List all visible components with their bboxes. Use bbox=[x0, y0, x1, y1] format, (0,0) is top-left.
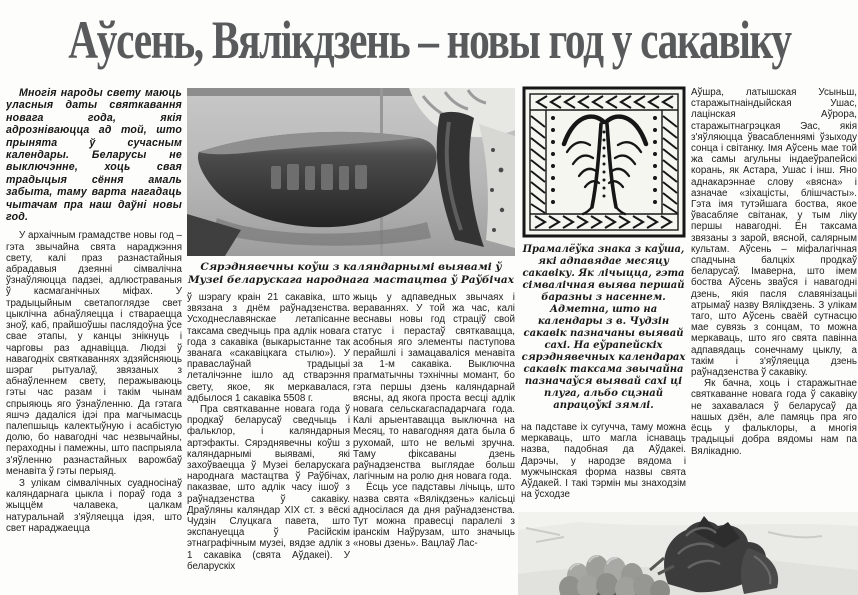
text-column-1 bbox=[6, 87, 182, 592]
body-paragraph: У архаічным грамадстве новы год – гэта звычайна свята нараджэння свету, калі праз разнастайныя абрадавыя дзеянні сімвалічна ўзнаўляюцца падзеі, адлюстраваныя ў касмаганічных міфах. У традыцыйным светапоглядзе свет цыклічна абнаўляецца і ствараецца зноў, каб, прайшоўшы паслядоўна ўсе свае этапы, у канцы знікнуць і чарговы раз аднавіцца. Людзі ў навагодніх святкаваннях здзяйсняюць шэраг рытуалаў, звязаных з абнаўленнем свету, перажываюць гэты час разам і такім чынам спрыяюць яго ўзнаўленню. Да гэтага яшчэ дадаліся ідэі пра магчымасць палепшыць калектыўную і асабістую долю, бо навагодні час незвычайны, пераходны і памежны, што паспрыяла з'яўленню разнастайных варожбаў менавіта ў гэты перыяд. bbox=[6, 230, 182, 477]
kovsh-caption: Сярэднявечны коўш з каляндарнымі выявамі ў Музеі беларускага народнага мастацтва ў Раўбічах bbox=[188, 261, 514, 286]
body-paragraph: Як бачна, хоць і старажытнае святкаванне новага года ў сакавіку не захавалася ў беларусаў да нашых дзён, але памяць пра яго ёсць у фальклоры, а многія традыцыі добра вядомы нам па Вялікадню. bbox=[691, 378, 857, 457]
text-column-5 bbox=[691, 87, 857, 510]
sign-figure bbox=[521, 86, 686, 412]
body-paragraph: Аўшра, латышская Усыньш, старажытнаіндыйская Ушас, лацінская Аўрора, старажытнагрэцкая Эас, якія з'яўляюцца ўвасабленнямі ўзыходу сонца і світанку. Імя Аўсень мае той жа самы агульны індаеўрапейскі корань, як Астара, Ушас і інш. Яно аднакарэннае слову «вясна» і азначае «зіхацісты, блішчасты». Гэта імя тутэйшага боства, якое ўвасабляе світанак, у тым ліку першы навагодні. Ён таксама звязаны з зарой, вясной, салярным культам. Аўсень – міфалагічная спадчына балцкіх продкаў беларусаў. Імаверна, што імем боства Аўсень зваўся і навагодні дзень, якія пасля славянізацыі атрымаў назву Вялікдзень. З улікам таго, што Аўсень сваёй сутнасцю мае сувязь з сонцам, то можна меркаваць, што яго свята павінна адпавядаць сонечнаму цыклу, а такім і з'яўляецца дзень раўнадзенства ў сакавіку. bbox=[691, 87, 857, 379]
text-column-4 bbox=[521, 86, 686, 508]
body-paragraph: ў шэрагу краін 21 сакавіка, што звязана з днём раўнадзенства. Усходнеславянскае летапісанне таксама сведчыць пра адлік новага года з сакавіка (выкарыстанне так званага «сакавіцкага стылю»). У праваслаўнай традыцыі леталічэнне ішло ад стварэння свету, якое, як меркавалася, адбылося 1 сакавіка 5508 г. bbox=[187, 292, 350, 404]
sign-caption: Прамалёўка знака з каўша, які адпавядае месяцу сакавіку. Як лічыцца, гэта сімвалічная выява першай баразны з насеннем. Адметна, што на календары з в. Чудзін сакавік пазначаны выявай сахі. На еўрапейскіх сярэднявечных календарах сакавік таксама звычайна пазначаўся выявай сахі ці плуга, альбо сцэнай апрацоўкі зямлі. bbox=[521, 244, 686, 411]
easter-eggs-photo bbox=[518, 512, 858, 595]
text-column-2 bbox=[187, 292, 350, 594]
march-sign-drawing bbox=[522, 86, 686, 238]
body-paragraph: жыць у адпаведных звычаях і вераваннях. У той жа час, калі веснавы новы год страціў свой статус і перастаў святкавацца, асобныя яго элементы паступова перайшлі і замацаваліся менавіта за 1-м сакавіка. Выключна прагматычны тэхнічны момант, бо гэта першы дзень каляндарнай вясны, ад якога проста весці адлік новага сельскагаспадарчага года. Калі арыентавацца выключна на Месяц, то навагодняя дата была б рухомай, што не вельмі зручна. Таму фіксаваны дзень раўнадзенства выглядае больш лагічным на ролю дня новага года. bbox=[353, 292, 515, 483]
body-paragraph: Ёсць усе падставы лічыць, што назва свята «Вялікдзень» калісьці адносілася да дня раўнадзенства. Тут можна правесці паралелі з іранскім Наўрузам, што значыць «новы дзень». Вацлаў Лас- bbox=[353, 482, 515, 550]
kovsh-photo bbox=[187, 88, 515, 256]
text-column-3 bbox=[353, 292, 515, 594]
lead-paragraph: Многія народы свету маюць уласныя даты святкавання новага года, якія адрозніваюцца ад той, што прынята ў сучасным календары. Беларусы не выключэнне, хоць свая традыцыя сёння амаль забыта, таму варта нагадаць чытачам пра наш даўні новы год. bbox=[6, 87, 182, 224]
headline-text: Аўсень, Вялікдзень – новы год у сакавіку bbox=[67, 11, 791, 71]
eggs-figure bbox=[518, 512, 858, 595]
body-paragraph: З улікам сімвалічных суадносінаў каляндарнага цыкла і пораў года з жыццём чалавека, цалкам натуральнай з'яўляецца ідэя, што свет нараджаецца bbox=[6, 477, 182, 534]
body-paragraph: Пра святкаванне новага года ў продкаў беларусаў сведчыць і фальклор, і каляндарныя артэфакты. Сярэднявечны коўш з каляндарнымі выявамі, які захоўваецца ў Музеі беларускага народнага мастацтва ў Раўбічах, паказвае, што адлік часу ішоў з раўнадзенства ў сакавіку. Драўляны каляндар XIX ст. з вёскі Чудзін Слуцкага павета, што экспануецца ў Расійскім этнаграфічным музеі, вядзе адлік з 1 сакавіка (свята Аўдакеі). У беларускіх bbox=[187, 404, 350, 572]
kovsh-figure bbox=[187, 88, 515, 286]
body-paragraph: на падставе іх сугучча, таму можна меркаваць, што магла існаваць назва, падобная да Аўдакеі. Дарэчы, у народзе вядома і мужчынская форма назвы свята Аўдакей. І такі тэрмін мы знаходзім на ўсходзе bbox=[521, 422, 686, 501]
article-headline bbox=[0, 12, 858, 76]
